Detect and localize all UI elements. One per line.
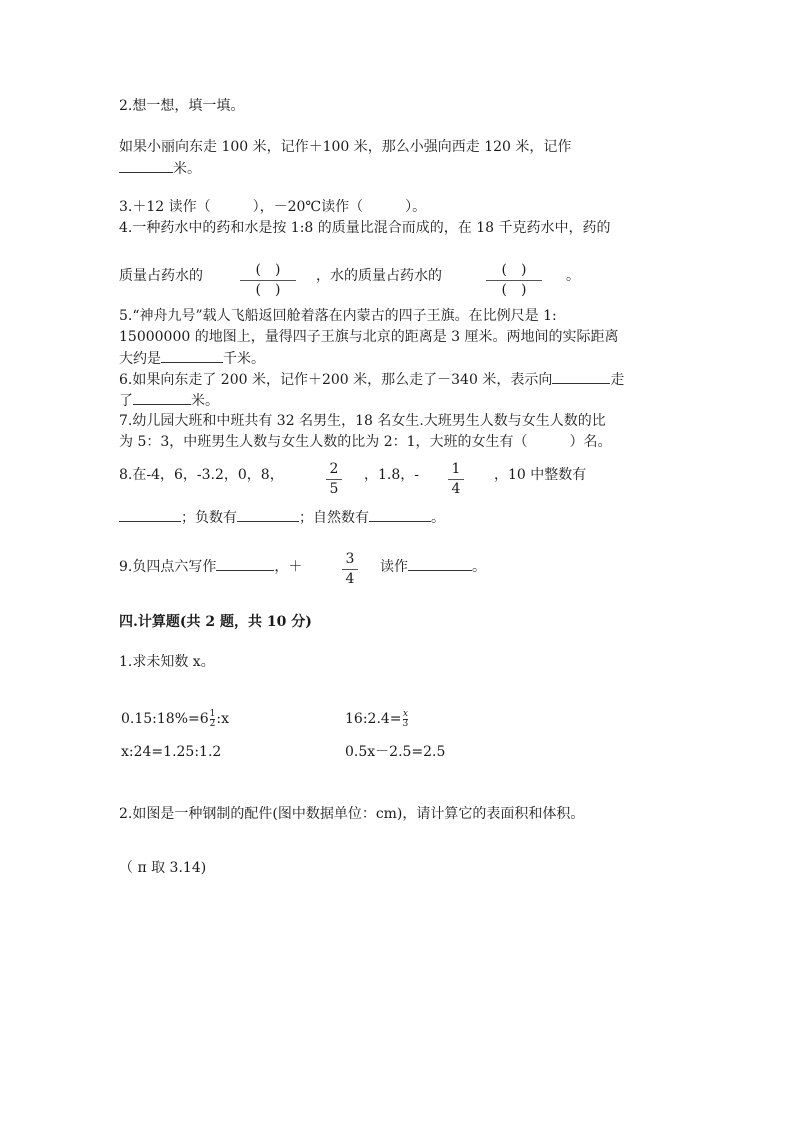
fraction-numerator: 2 [329, 461, 339, 477]
question-8-negative-label: ；负数有 [181, 510, 237, 526]
question-5-line3 [119, 348, 265, 369]
question-2-line1: 如果小丽向东走 100 米，记作＋100 米，那么小强向西走 120 米，记作 [119, 139, 572, 155]
answer-blank[interactable] [408, 556, 472, 571]
fraction-numerator: 3 [345, 551, 355, 567]
answer-blank[interactable] [133, 390, 191, 405]
fraction-1-4 [448, 461, 464, 498]
fraction-numerator: 1 [209, 708, 216, 719]
question-5-line2: 15000000 的地图上，量得四子王旗与北京的距离是 3 厘米。两地间的实际距离 [119, 329, 619, 345]
question-5-prefix: 大约是 [119, 351, 161, 367]
question-6-suffix2: 米。 [191, 393, 219, 409]
question-2-title: 2.想一想，填一填。 [119, 98, 245, 114]
question-6-line2 [119, 390, 219, 411]
question-9-mid: ，＋ [274, 559, 303, 575]
question-9-prefix: 9.负四点六写作 [119, 559, 217, 575]
equation-3: x:24=1.25:1.2 [121, 744, 222, 760]
fraction-denominator: ( ) [501, 282, 527, 298]
question-4-part1: 质量占药水的 [119, 268, 203, 284]
fraction-numerator: x [402, 708, 408, 719]
section-4-title: 四.计算题(共 2 题，共 10 分) [119, 614, 312, 630]
question-7-line2: 为 5：3，中班男生人数与女生人数的比为 2：1，大班的女生有（ ）名。 [119, 434, 612, 450]
equation-1 [121, 709, 229, 729]
question-8-mid: ，1.8，- [364, 467, 419, 483]
equation-1-suffix: :x [216, 711, 230, 727]
fraction-denominator: 5 [329, 481, 339, 497]
question-9-read: 读作 [380, 559, 408, 575]
question-5-suffix: 千米。 [223, 351, 265, 367]
answer-blank[interactable] [161, 348, 223, 363]
calc-2-note: （ π 取 3.14) [119, 860, 207, 876]
fraction-3-4 [342, 551, 358, 588]
answer-blank[interactable] [552, 369, 610, 384]
question-2-suffix: 米。 [173, 161, 201, 177]
fraction-2-5 [326, 461, 342, 498]
question-9-end: 。 [472, 559, 486, 575]
fraction-blank-1[interactable] [240, 262, 296, 299]
question-3: 3.＋12 读作（ ），－20℃读作（ ）。 [119, 199, 427, 215]
equation-2 [345, 709, 409, 729]
fraction-numerator: ( ) [501, 262, 527, 278]
question-6-prefix2: 了 [119, 393, 133, 409]
fraction-numerator: 1 [451, 461, 461, 477]
question-9-line [119, 556, 302, 577]
answer-blank[interactable] [119, 507, 181, 522]
answer-blank[interactable] [216, 556, 274, 571]
question-7-line1: 7.幼儿园大班和中班共有 32 名男生，18 名女生.大班男生人数与女生人数的比 [119, 413, 606, 429]
calc-2-title: 2.如图是一种钢制的配件(图中数据单位：cm)，请计算它的表面积和体积。 [119, 806, 585, 822]
equation-4: 0.5x－2.5=2.5 [345, 744, 446, 760]
fraction-bar [240, 280, 296, 281]
answer-blank[interactable] [119, 158, 173, 173]
question-4-end: 。 [566, 268, 580, 284]
question-8-natural-label: ；自然数有 [299, 510, 369, 526]
fraction-bar [326, 479, 342, 480]
calc-1-title: 1.求未知数 x。 [119, 654, 215, 670]
fraction-denominator: 2 [209, 718, 216, 729]
question-8-line2 [119, 507, 445, 528]
fraction-blank-2[interactable] [486, 262, 542, 299]
fraction-bar [342, 569, 358, 570]
question-5-line1: 5.“神舟九号”载人飞船返回舱着落在内蒙古的四子王旗。在比例尺是 1: [119, 308, 557, 324]
fraction-numerator: ( ) [255, 262, 281, 278]
question-6-line1 [119, 369, 624, 390]
equation-1-prefix: 0.15:18%=6 [121, 711, 209, 727]
answer-blank[interactable] [369, 507, 431, 522]
fraction-bar [448, 479, 464, 480]
question-4-part2: ，水的质量占药水的 [316, 268, 442, 284]
question-8-prefix: 8.在-4，6，-3.2，0，8， [119, 467, 284, 483]
fraction-denominator: 4 [451, 481, 461, 497]
question-6-prefix: 6.如果向东走了 200 米，记作＋200 米，那么走了－340 米，表示向 [119, 372, 553, 388]
answer-blank[interactable] [237, 507, 299, 522]
question-9-read-line [380, 556, 486, 577]
fraction-denominator: ( ) [255, 282, 281, 298]
fraction-denominator: 4 [345, 571, 355, 587]
question-4-line1: 4.一种药水中的药和水是按 1:8 的质量比混合而成的，在 18 千克药水中，药的 [119, 220, 611, 236]
fraction-bar [486, 280, 542, 281]
question-8-end: 。 [431, 510, 445, 526]
question-6-suffix: 走 [610, 372, 625, 388]
question-8-suffix: ，10 中整数有 [494, 467, 587, 483]
fraction-denominator: 3 [402, 718, 409, 729]
equation-1-fraction [210, 710, 216, 729]
equation-2-prefix: 16:2.4= [345, 711, 402, 727]
question-2-line2 [119, 158, 201, 179]
equation-2-fraction [403, 710, 409, 729]
